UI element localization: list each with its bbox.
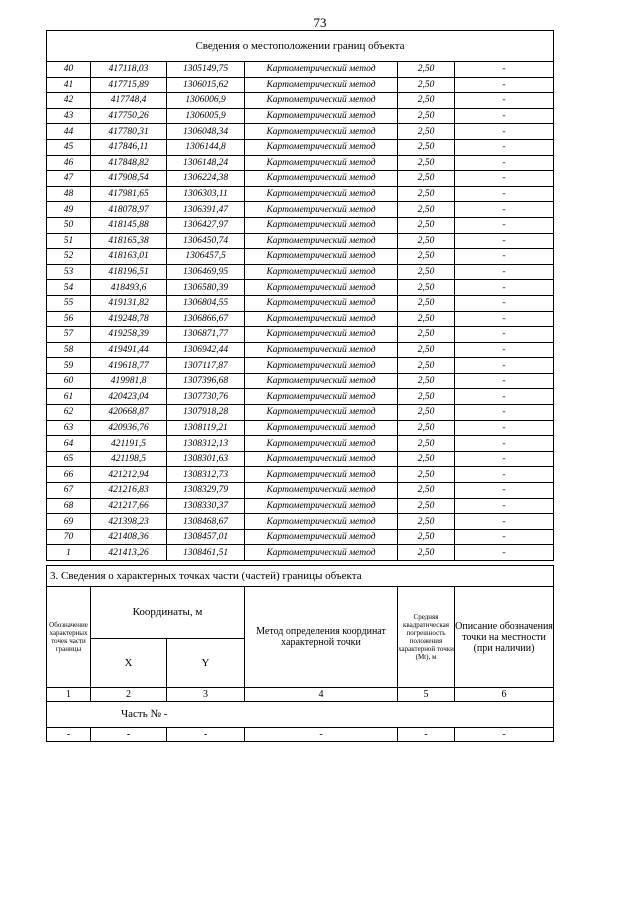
coord-x-cell: 418196,51 — [91, 264, 167, 280]
method-cell: Картометрический метод — [245, 108, 398, 124]
description-cell: - — [455, 233, 554, 249]
table-row — [47, 483, 554, 499]
coord-x-cell: 421198,5 — [91, 451, 167, 467]
method-cell: Картометрический метод — [245, 233, 398, 249]
coord-y-cell: 1307117,87 — [167, 358, 245, 374]
method-cell: Картометрический метод — [245, 139, 398, 155]
coord-x-cell: 419981,8 — [91, 373, 167, 389]
method-cell: Картометрический метод — [245, 436, 398, 452]
method-cell: Картометрический метод — [245, 405, 398, 421]
accuracy-cell: 2,50 — [398, 77, 455, 93]
point-number-cell: 59 — [47, 358, 91, 374]
description-cell: - — [455, 420, 554, 436]
method-cell: Картометрический метод — [245, 389, 398, 405]
accuracy-cell: 2,50 — [398, 202, 455, 218]
point-number-cell: 41 — [47, 77, 91, 93]
coord-y-cell: 1306427,97 — [167, 217, 245, 233]
coord-x-cell: 421398,23 — [91, 514, 167, 530]
coordinates-header: Координаты, м — [91, 587, 245, 639]
coord-y-cell: 1306580,39 — [167, 280, 245, 296]
point-number-cell: 64 — [47, 436, 91, 452]
coord-y-cell: 1307730,76 — [167, 389, 245, 405]
method-cell: Картометрический метод — [245, 545, 398, 561]
point-number-cell: 60 — [47, 373, 91, 389]
column-number: 4 — [245, 688, 398, 702]
accuracy-cell: 2,50 — [398, 467, 455, 483]
description-cell: - — [455, 373, 554, 389]
description-cell: - — [455, 342, 554, 358]
point-number-cell: 58 — [47, 342, 91, 358]
coord-x-cell: 417715,89 — [91, 77, 167, 93]
empty-cell: - — [167, 728, 245, 742]
empty-cell: - — [455, 728, 554, 742]
accuracy-cell: 2,50 — [398, 264, 455, 280]
method-cell: Картометрический метод — [245, 373, 398, 389]
accuracy-cell: 2,50 — [398, 389, 455, 405]
table-row — [47, 217, 554, 233]
coord-y-cell: 1308329,79 — [167, 483, 245, 499]
coord-x-cell: 420936,76 — [91, 420, 167, 436]
point-number-cell: 70 — [47, 529, 91, 545]
accuracy-cell: 2,50 — [398, 327, 455, 343]
method-header: Метод определения координат характерной точки — [245, 587, 398, 688]
boundary-points-table — [46, 30, 554, 561]
description-cell: - — [455, 358, 554, 374]
method-cell: Картометрический метод — [245, 420, 398, 436]
point-number-cell: 46 — [47, 155, 91, 171]
accuracy-cell: 2,50 — [398, 217, 455, 233]
table-row — [47, 420, 554, 436]
coord-x-cell: 417118,03 — [91, 62, 167, 78]
coord-x-cell: 418493,6 — [91, 280, 167, 296]
table-row — [47, 327, 554, 343]
point-number-cell: 65 — [47, 451, 91, 467]
coord-y-cell: 1308330,37 — [167, 498, 245, 514]
coord-y-cell: 1306871,77 — [167, 327, 245, 343]
point-number-cell: 53 — [47, 264, 91, 280]
accuracy-cell: 2,50 — [398, 451, 455, 467]
method-cell: Картометрический метод — [245, 249, 398, 265]
coord-y-cell: 1305149,75 — [167, 62, 245, 78]
point-number-cell: 48 — [47, 186, 91, 202]
table-row — [47, 498, 554, 514]
coord-x-cell: 418078,97 — [91, 202, 167, 218]
method-cell: Картометрический метод — [245, 483, 398, 499]
x-header: X — [91, 639, 167, 688]
coord-y-cell: 1308461,51 — [167, 545, 245, 561]
coord-x-cell: 421212,94 — [91, 467, 167, 483]
method-cell: Картометрический метод — [245, 498, 398, 514]
method-cell: Картометрический метод — [245, 295, 398, 311]
y-header: Y — [167, 639, 245, 688]
accuracy-cell: 2,50 — [398, 249, 455, 265]
empty-cell: - — [91, 728, 167, 742]
description-cell: - — [455, 171, 554, 187]
coord-x-cell: 418145,88 — [91, 217, 167, 233]
description-cell: - — [455, 529, 554, 545]
description-cell: - — [455, 249, 554, 265]
empty-cell: - — [245, 728, 398, 742]
column-number: 1 — [47, 688, 91, 702]
accuracy-cell: 2,50 — [398, 529, 455, 545]
table-row — [47, 124, 554, 140]
accuracy-cell: 2,50 — [398, 373, 455, 389]
coord-x-cell: 417748,4 — [91, 93, 167, 109]
point-number-cell: 49 — [47, 202, 91, 218]
point-number-cell: 51 — [47, 233, 91, 249]
point-number-cell: 44 — [47, 124, 91, 140]
coord-x-cell: 421216,83 — [91, 483, 167, 499]
point-number-cell: 61 — [47, 389, 91, 405]
coord-x-cell: 421191,5 — [91, 436, 167, 452]
coord-y-cell: 1306148,24 — [167, 155, 245, 171]
method-cell: Картометрический метод — [245, 264, 398, 280]
table-row — [47, 373, 554, 389]
accuracy-cell: 2,50 — [398, 62, 455, 78]
method-cell: Картометрический метод — [245, 451, 398, 467]
accuracy-cell: 2,50 — [398, 342, 455, 358]
coord-x-cell: 417846,11 — [91, 139, 167, 155]
description-cell: - — [455, 280, 554, 296]
method-cell: Картометрический метод — [245, 124, 398, 140]
table-row — [47, 451, 554, 467]
description-cell: - — [455, 436, 554, 452]
coord-y-cell: 1306005,9 — [167, 108, 245, 124]
table-row — [47, 155, 554, 171]
description-cell: - — [455, 467, 554, 483]
coord-x-cell: 419248,78 — [91, 311, 167, 327]
table-row — [47, 249, 554, 265]
point-number-cell: 68 — [47, 498, 91, 514]
part-points-table — [46, 565, 554, 742]
table-row — [47, 295, 554, 311]
description-cell: - — [455, 389, 554, 405]
description-cell: - — [455, 295, 554, 311]
description-cell: - — [455, 483, 554, 499]
point-number-cell: 52 — [47, 249, 91, 265]
method-cell: Картометрический метод — [245, 327, 398, 343]
section-header: Сведения о местоположении границ объекта — [47, 31, 554, 62]
table-row — [47, 358, 554, 374]
section3-title: 3. Сведения о характерных точках части (частей) границы объекта — [47, 566, 554, 587]
table-row — [47, 108, 554, 124]
method-cell: Картометрический метод — [245, 93, 398, 109]
coord-y-cell: 1306804,55 — [167, 295, 245, 311]
method-cell: Картометрический метод — [245, 529, 398, 545]
point-number-cell: 66 — [47, 467, 91, 483]
table-row — [47, 139, 554, 155]
description-cell: - — [455, 155, 554, 171]
table-row — [47, 77, 554, 93]
table-row — [47, 467, 554, 483]
coord-x-cell: 421413,26 — [91, 545, 167, 561]
point-number-cell: 43 — [47, 108, 91, 124]
method-cell: Картометрический метод — [245, 171, 398, 187]
coord-y-cell: 1308468,67 — [167, 514, 245, 530]
point-number-cell: 63 — [47, 420, 91, 436]
method-cell: Картометрический метод — [245, 217, 398, 233]
table-row — [47, 545, 554, 561]
table-row — [47, 171, 554, 187]
description-cell: - — [455, 311, 554, 327]
description-cell: - — [455, 77, 554, 93]
method-cell: Картометрический метод — [245, 62, 398, 78]
accuracy-cell: 2,50 — [398, 139, 455, 155]
accuracy-cell: 2,50 — [398, 186, 455, 202]
point-number-cell: 40 — [47, 62, 91, 78]
coord-y-cell: 1306224,38 — [167, 171, 245, 187]
method-cell: Картометрический метод — [245, 186, 398, 202]
description-cell: - — [455, 62, 554, 78]
coord-x-cell: 421217,66 — [91, 498, 167, 514]
description-cell: - — [455, 108, 554, 124]
coord-y-cell: 1306015,62 — [167, 77, 245, 93]
coord-x-cell: 418163,01 — [91, 249, 167, 265]
accuracy-cell: 2,50 — [398, 498, 455, 514]
accuracy-cell: 2,50 — [398, 280, 455, 296]
description-cell: - — [455, 93, 554, 109]
description-cell: - — [455, 186, 554, 202]
accuracy-cell: 2,50 — [398, 233, 455, 249]
page-number: 73 — [313, 15, 327, 30]
method-cell: Картометрический метод — [245, 280, 398, 296]
method-cell: Картометрический метод — [245, 155, 398, 171]
coord-y-cell: 1306469,95 — [167, 264, 245, 280]
accuracy-cell: 2,50 — [398, 405, 455, 421]
empty-cell: - — [398, 728, 455, 742]
coord-x-cell: 421408,36 — [91, 529, 167, 545]
coord-x-cell: 418165,38 — [91, 233, 167, 249]
description-cell: - — [455, 498, 554, 514]
table-row — [47, 514, 554, 530]
coord-y-cell: 1306006,9 — [167, 93, 245, 109]
coord-x-cell: 419131,82 — [91, 295, 167, 311]
point-number-cell: 47 — [47, 171, 91, 187]
coord-x-cell: 417908,54 — [91, 171, 167, 187]
description-cell: - — [455, 202, 554, 218]
table-row — [47, 186, 554, 202]
part-label: Часть № - — [47, 702, 554, 728]
coord-x-cell: 419491,44 — [91, 342, 167, 358]
table-row — [47, 280, 554, 296]
accuracy-cell: 2,50 — [398, 124, 455, 140]
accuracy-cell: 2,50 — [398, 295, 455, 311]
accuracy-header: Средняя квадратическая погрешность положения характерной точки (Mt), м — [398, 587, 455, 688]
point-number-cell: 69 — [47, 514, 91, 530]
coord-x-cell: 420668,87 — [91, 405, 167, 421]
method-cell: Картометрический метод — [245, 467, 398, 483]
coord-x-cell: 417848,82 — [91, 155, 167, 171]
description-header: Описание обозначения точки на местности (при наличии) — [455, 587, 554, 688]
description-cell: - — [455, 264, 554, 280]
accuracy-cell: 2,50 — [398, 171, 455, 187]
description-cell: - — [455, 217, 554, 233]
column-number: 2 — [91, 688, 167, 702]
accuracy-cell: 2,50 — [398, 93, 455, 109]
point-number-cell: 62 — [47, 405, 91, 421]
coord-x-cell: 417780,31 — [91, 124, 167, 140]
coord-y-cell: 1308312,13 — [167, 436, 245, 452]
coord-y-cell: 1308119,21 — [167, 420, 245, 436]
point-number-cell: 50 — [47, 217, 91, 233]
description-cell: - — [455, 514, 554, 530]
table-row — [47, 311, 554, 327]
coord-y-cell: 1306144,8 — [167, 139, 245, 155]
point-number-cell: 45 — [47, 139, 91, 155]
coord-y-cell: 1306303,11 — [167, 186, 245, 202]
coord-y-cell: 1308312,73 — [167, 467, 245, 483]
point-number-cell: 42 — [47, 93, 91, 109]
coord-y-cell: 1307396,68 — [167, 373, 245, 389]
table-row — [47, 233, 554, 249]
coord-y-cell: 1308457,01 — [167, 529, 245, 545]
coord-y-cell: 1306457,5 — [167, 249, 245, 265]
method-cell: Картометрический метод — [245, 202, 398, 218]
coord-x-cell: 417750,26 — [91, 108, 167, 124]
accuracy-cell: 2,50 — [398, 514, 455, 530]
method-cell: Картометрический метод — [245, 311, 398, 327]
method-cell: Картометрический метод — [245, 77, 398, 93]
column-number: 5 — [398, 688, 455, 702]
coord-x-cell: 419258,39 — [91, 327, 167, 343]
column-number: 6 — [455, 688, 554, 702]
coord-x-cell: 419618,77 — [91, 358, 167, 374]
accuracy-cell: 2,50 — [398, 420, 455, 436]
description-cell: - — [455, 451, 554, 467]
coord-y-cell: 1306048,34 — [167, 124, 245, 140]
column-number: 3 — [167, 688, 245, 702]
empty-cell: - — [47, 728, 91, 742]
coord-x-cell: 417981,65 — [91, 186, 167, 202]
point-number-cell: 67 — [47, 483, 91, 499]
table-row — [47, 529, 554, 545]
point-number-cell: 55 — [47, 295, 91, 311]
method-cell: Картометрический метод — [245, 358, 398, 374]
table-row — [47, 436, 554, 452]
coord-x-cell: 420423,04 — [91, 389, 167, 405]
point-number-cell: 57 — [47, 327, 91, 343]
col-point-label-header: Обозначение характерных точек части границы — [47, 587, 91, 688]
description-cell: - — [455, 327, 554, 343]
description-cell: - — [455, 545, 554, 561]
table-row — [47, 405, 554, 421]
table-row — [47, 93, 554, 109]
point-number-cell: 54 — [47, 280, 91, 296]
accuracy-cell: 2,50 — [398, 545, 455, 561]
accuracy-cell: 2,50 — [398, 436, 455, 452]
description-cell: - — [455, 405, 554, 421]
description-cell: - — [455, 124, 554, 140]
method-cell: Картометрический метод — [245, 342, 398, 358]
point-number-cell: 56 — [47, 311, 91, 327]
coord-y-cell: 1306942,44 — [167, 342, 245, 358]
table-row — [47, 264, 554, 280]
table-row — [47, 389, 554, 405]
accuracy-cell: 2,50 — [398, 155, 455, 171]
coord-y-cell: 1306866,67 — [167, 311, 245, 327]
point-number-cell: 1 — [47, 545, 91, 561]
coord-y-cell: 1307918,28 — [167, 405, 245, 421]
table-row — [47, 202, 554, 218]
accuracy-cell: 2,50 — [398, 358, 455, 374]
accuracy-cell: 2,50 — [398, 483, 455, 499]
coord-y-cell: 1306391,47 — [167, 202, 245, 218]
method-cell: Картометрический метод — [245, 514, 398, 530]
description-cell: - — [455, 139, 554, 155]
coord-y-cell: 1308301,63 — [167, 451, 245, 467]
table-row — [47, 342, 554, 358]
coord-y-cell: 1306450,74 — [167, 233, 245, 249]
accuracy-cell: 2,50 — [398, 311, 455, 327]
accuracy-cell: 2,50 — [398, 108, 455, 124]
table-row — [47, 62, 554, 78]
